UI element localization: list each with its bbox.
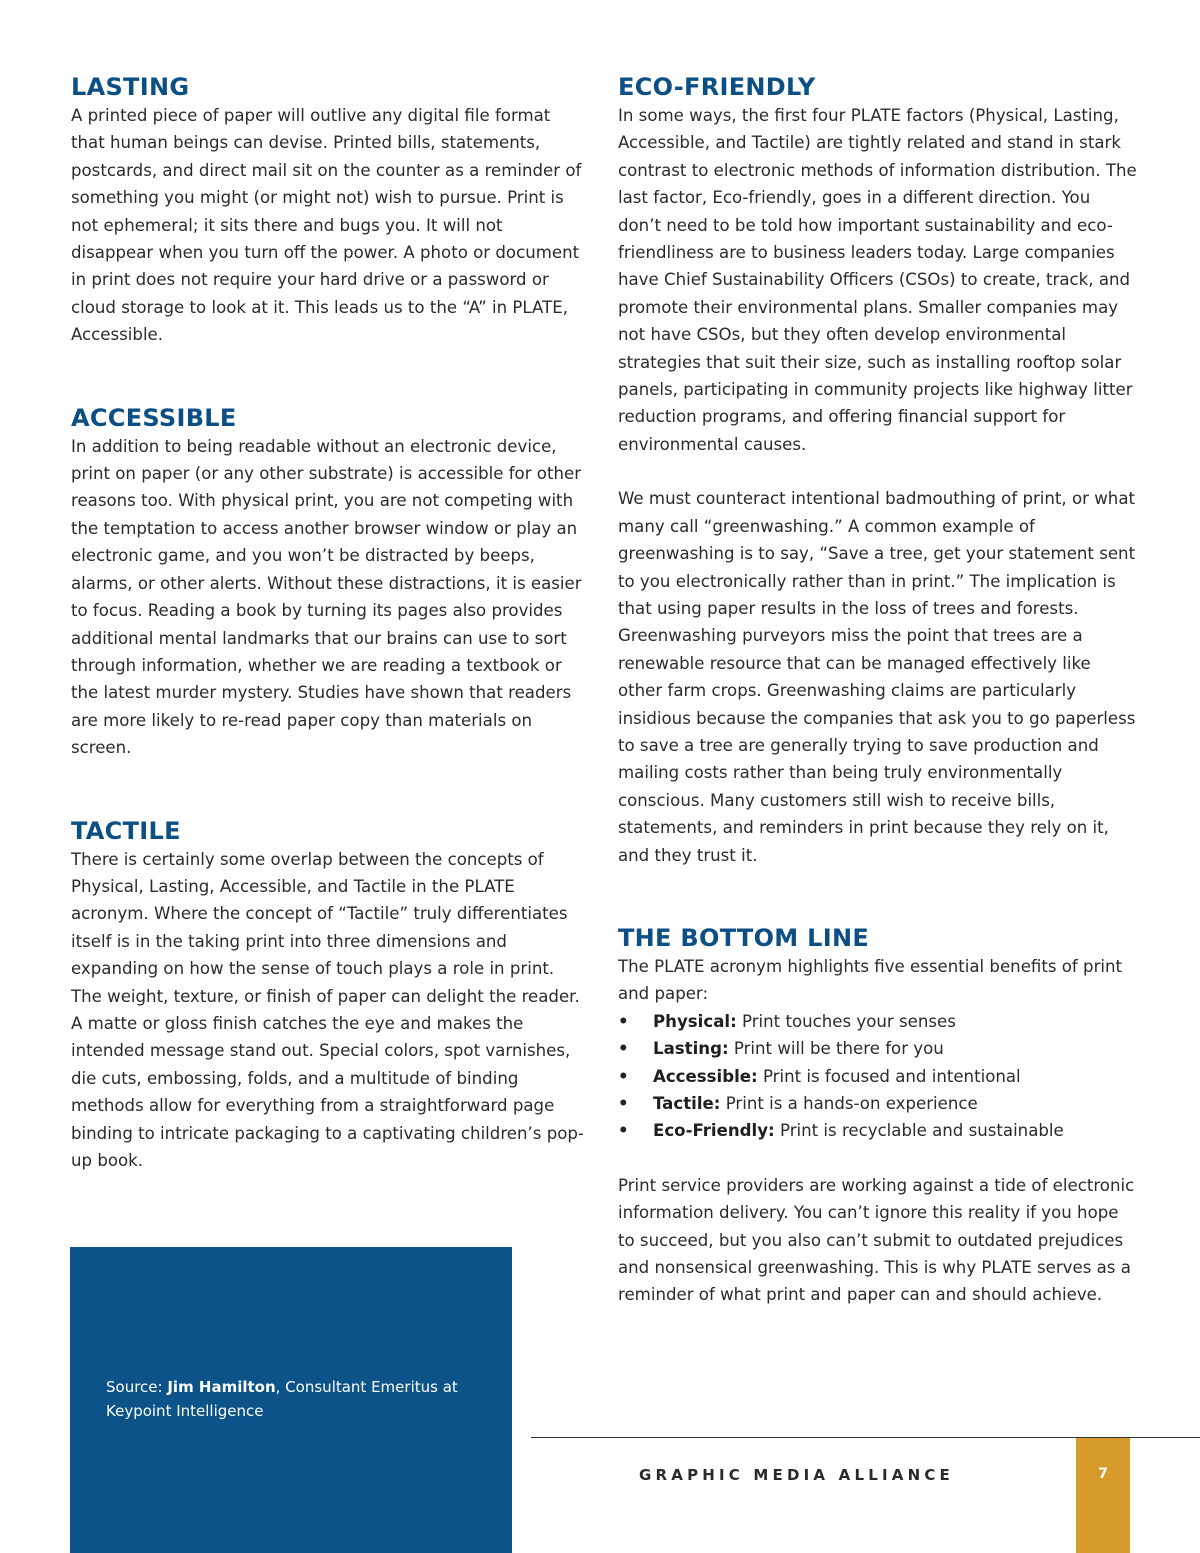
section-accessible: [71, 403, 586, 762]
benefit-item-physical: [618, 1008, 1138, 1035]
benefit-item-tactile: [618, 1090, 1138, 1117]
benefit-term: Physical:: [653, 1011, 737, 1031]
source-suffix: , Consultant Emeritus at Keypoint Intelligence: [106, 1378, 458, 1420]
bullet-icon: •: [618, 1066, 629, 1086]
lasting-heading: LASTING: [71, 73, 190, 101]
bottom-line-heading: THE BOTTOM LINE: [618, 923, 870, 952]
page-number: 7: [1098, 1466, 1108, 1482]
section-lasting: [71, 72, 586, 349]
benefit-term: Tactile:: [653, 1094, 721, 1113]
benefit-text: Print is recyclable and sustainable: [774, 1121, 1064, 1141]
benefit-item-accessible: [618, 1063, 1138, 1090]
spacer: [71, 349, 586, 403]
spacer: [71, 762, 586, 816]
lasting-body: A printed piece of paper will outlive any digital file format that human beings can devise. Printed bills, statements, postcards, and direct mail sit on the counter as a reminder of something you might (or might not) wish to pursue. Print is not ephemeral; it sits there and bugs you. It will not disappear when you turn off the power. A photo or document in print does not require your hard drive or a password or cloud storage to look at it. This leads us to the “A” in PLATE, Accessible.: [71, 106, 582, 345]
bullet-icon: •: [618, 1039, 629, 1059]
bottom-line-intro: The PLATE acronym highlights five essential benefits of print and paper:: [618, 956, 1123, 1004]
benefit-term: Accessible:: [653, 1066, 758, 1086]
source-name: Jim Hamilton: [167, 1378, 276, 1396]
benefit-text: Print is a hands-on experience: [720, 1094, 978, 1113]
benefit-term: Eco-Friendly:: [653, 1121, 775, 1141]
eco-friendly-body-2: We must counteract intentional badmouthing of print, or what many call “greenwashing.” A common example of greenwashing is to say, “Save a tree, get your statement sent to you electronically rather than in print.” The implication is that using paper results in the loss of trees and forests. Greenwashing purveyors miss the point that trees are a renewable resource that can be managed effectively like other farm crops. Greenwashing claims are particularly insidious because the companies that ask you to go paperless to save a tree are generally trying to save production and mailing costs rather than being truly environmentally conscious. Many customers still wish to receive bills, statements, and reminders in print because they rely on it, and they trust it.: [618, 489, 1136, 865]
benefit-item-eco-friendly: [618, 1117, 1138, 1144]
bullet-icon: •: [618, 1121, 629, 1141]
benefit-text: Print touches your senses: [736, 1011, 956, 1031]
eco-friendly-body-1: In some ways, the first four PLATE factors (Physical, Lasting, Accessible, and Tactile) are tightly related and stand in stark contrast to electronic methods of information distribution. The last factor, Eco-friendly, goes in a different direction. You don’t need to be told how important sustainability and eco-friendliness are to business leaders today. Large companies have Chief Sustainability Officers (CSOs) to create, track, and promote their environmental plans. Smaller companies may not have CSOs, but they often develop environmental strategies that suit their size, such as installing rooftop solar panels, participating in community projects like highway litter reduction programs, and offering financial support for environmental causes.: [618, 106, 1137, 454]
spacer: [618, 869, 1138, 923]
section-tactile: [71, 816, 586, 1175]
footer-brand: GRAPHIC MEDIA ALLIANCE: [639, 1466, 954, 1484]
right-column: [618, 72, 1138, 1309]
source-credit: [106, 1375, 486, 1423]
tactile-body: There is certainly some overlap between the concepts of Physical, Lasting, Accessible, and Tactile in the PLATE acronym. Where the concept of “Tactile” truly differentiates itself is in the taking print into three dimensions and expanding on how the sense of touch plays a role in print. The weight, texture, or finish of paper can delight the reader. A matte or gloss finish catches the eye and makes the intended message stand out. Special colors, spot varnishes, die cuts, embossing, folds, and a multitude of binding methods allow for everything from a straightforward page binding to intricate packaging to a captivating children’s pop-up book.: [71, 849, 584, 1170]
spacer: [618, 1145, 1138, 1172]
accessible-heading: ACCESSIBLE: [71, 403, 237, 432]
section-eco-friendly: [618, 72, 1138, 869]
section-bottom-line: [618, 923, 1138, 1309]
eco-friendly-heading: ECO-FRIENDLY: [618, 73, 816, 101]
left-column: [71, 72, 586, 1174]
bullet-icon: •: [618, 1094, 629, 1113]
benefit-term: Lasting:: [653, 1039, 729, 1059]
benefit-text: Print is focused and intentional: [757, 1066, 1021, 1086]
source-prefix: Source:: [106, 1378, 168, 1396]
accessible-body: In addition to being readable without an electronic device, print on paper (or any other substrate) is accessible for other reasons too. With physical print, you are not competing with the temptation to access another browser window or play an electronic game, and you won’t be distracted by beeps, alarms, or other alerts. Without these distractions, it is easier to focus. Reading a book by turning its pages also provides additional mental landmarks that our brains can use to sort through information, whether we are reading a textbook or the latest murder mystery. Studies have shown that readers are more likely to re-read paper copy than materials on screen.: [71, 436, 582, 758]
benefit-text: Print will be there for you: [728, 1039, 944, 1059]
bullet-icon: •: [618, 1011, 629, 1031]
page-number-tab: [1076, 1438, 1130, 1553]
source-box: [70, 1247, 512, 1553]
benefits-list: [618, 1008, 1138, 1145]
bottom-line-closing: Print service providers are working against a tide of electronic information delivery. You can’t ignore this reality if you hope to succeed, but you also can’t submit to outdated prejudices and nonsensical greenwashing. This is why PLATE serves as a reminder of what print and paper can and should achieve.: [618, 1175, 1135, 1305]
spacer: [618, 458, 1138, 485]
benefit-item-lasting: [618, 1035, 1138, 1062]
tactile-heading: TACTILE: [71, 816, 181, 845]
